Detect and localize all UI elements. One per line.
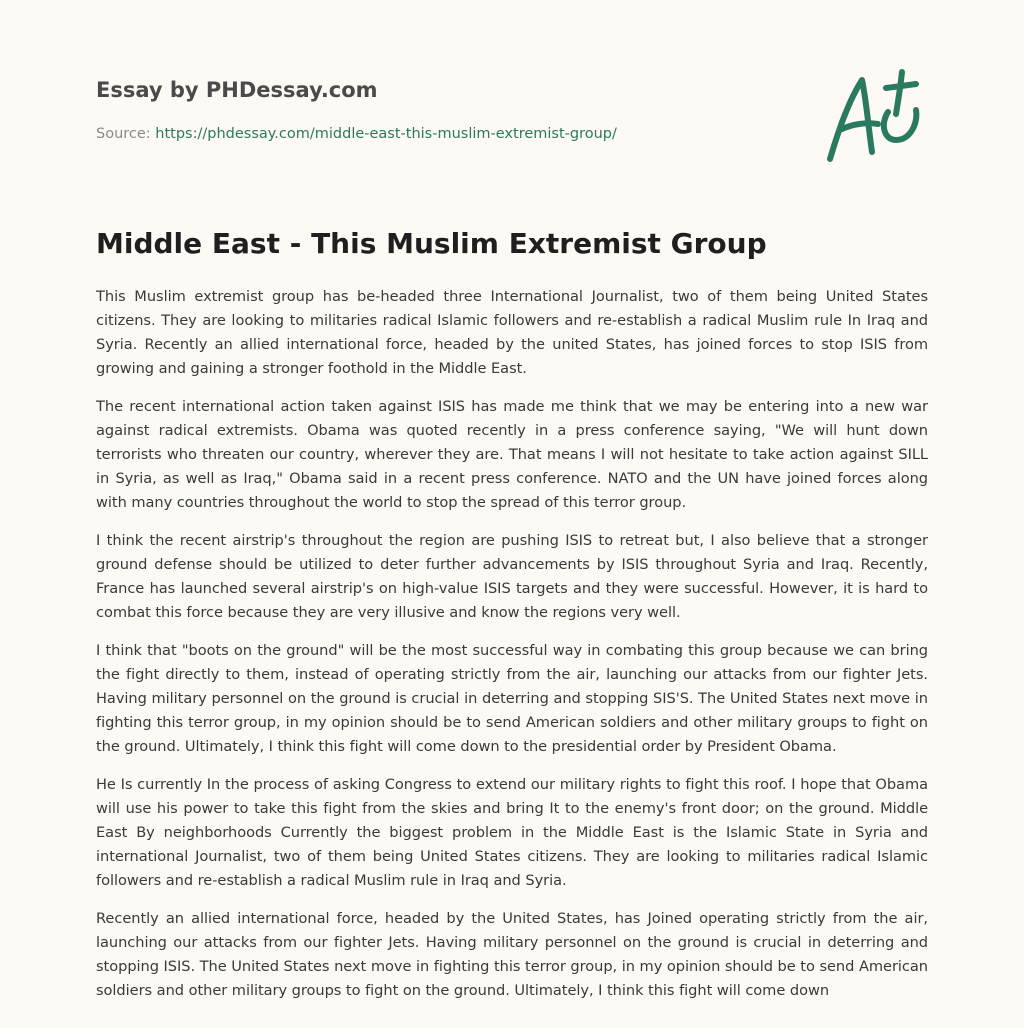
essay-title: Middle East - This Muslim Extremist Group [96, 227, 767, 260]
essay-paragraph: Recently an allied international force, headed by the United States, has Joined operating strictly from the air, launching our attacks from our fighter Jets. Having military personnel on the ground is crucial in deterring and stopping ISIS. The United States next move in fighting this terror group, in my opinion should be to send American soldiers and other military groups to fight on the ground. Ultimately, I think this fight will come down [96, 910, 928, 999]
site-brand: Essay by PHDessay.com [96, 78, 378, 102]
essay-paragraph: I think that "boots on the ground" will be the most successful way in combating this group because we can bring the fight directly to them, instead of operating strictly from the air, launching our attacks from our fighter Jets. Having military personnel on the ground is crucial in deterring and stopping SIS'S. The United States next move in fighting this terror group, in my opinion should be to send American soldiers and other military groups to fight on the ground. Ultimately, I think this fight will come down to the presidential order by President Obama. [96, 642, 928, 755]
essay-paragraph: The recent international action taken against ISIS has made me think that we may be entering into a new war against radical extremists. Obama was quoted recently in a press conference saying, "We will hunt down terrorists who threaten our country, wherever they are. That means I will not hesitate to take action against SILL in Syria, as well as Iraq," Obama said in a recent press conference. NATO and the UN have joined forces along with many countries throughout the world to stop the spread of this terror group. [96, 398, 928, 511]
a-plus-grade-icon [818, 66, 930, 166]
essay-paragraph: I think the recent airstrip's throughout the region are pushing ISIS to retreat but, I also believe that a stronger ground defense should be utilized to deter further advancements by ISIS throughout Syria and Iraq. Recently, France has launched several airstrip's on high-value ISIS targets and they were successful. However, it is hard to combat this force because they are very illusive and know the regions very well. [96, 532, 928, 621]
essay-paragraph: He Is currently In the process of asking Congress to extend our military rights to fight this roof. I hope that Obama will use his power to take this fight from the skies and bring It to the enemy's front door; on the ground. Middle East By neighborhoods Currently the biggest problem in the Middle East is the Islamic State in Syria and international Journalist, two of them being United States citizens. They are looking to militaries radical Islamic followers and re-establish a radical Muslim rule in Iraq and Syria. [96, 776, 928, 889]
essay-paragraph: This Muslim extremist group has be-headed three International Journalist, two of them being United States citizens. They are looking to militaries radical Islamic followers and re-establish a radical Muslim rule In Iraq and Syria. Recently an allied international force, headed by the united States, has joined forces to stop ISIS from growing and gaining a stronger foothold in the Middle East. [96, 288, 928, 377]
page-header [96, 74, 796, 144]
essay-body [96, 285, 928, 1017]
source-link[interactable]: https://phdessay.com/middle-east-this-muslim-extremist-group/ [155, 126, 617, 142]
source-label: Source: [96, 126, 156, 142]
source-line [96, 124, 796, 144]
